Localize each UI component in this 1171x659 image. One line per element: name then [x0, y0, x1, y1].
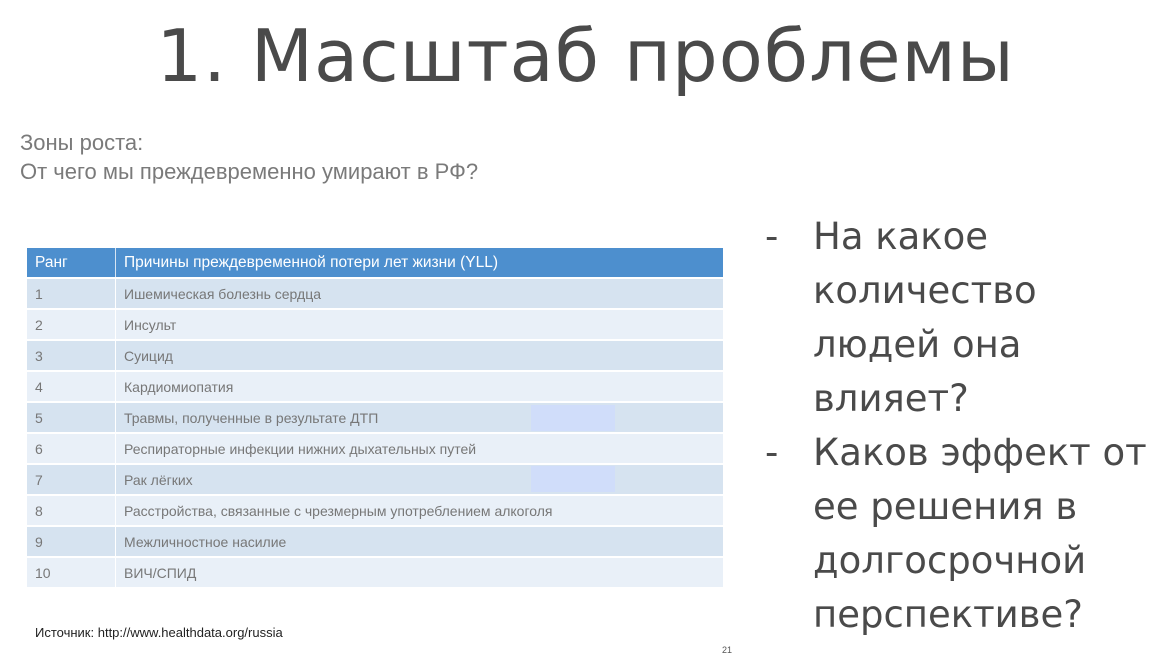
question-text: Каков эффект от ее решения в долгосрочной перспективе? [813, 431, 1147, 636]
header-cause: Причины преждевременной потери лет жизни (YLL) [116, 248, 724, 278]
question-list [765, 210, 1155, 642]
rank-cell: 5 [27, 402, 116, 433]
cause-cell: Ишемическая болезнь сердца [116, 278, 724, 309]
cause-cell: Межличностное насилие [116, 526, 724, 557]
rank-cell: 4 [27, 371, 116, 402]
rank-cell: 8 [27, 495, 116, 526]
source-note: Источник: http://www.healthdata.org/russia [35, 625, 283, 640]
causes-table [27, 248, 723, 587]
table-row [27, 278, 723, 309]
cause-cell: Суицид [116, 340, 724, 371]
question-text: На какое количество людей она влияет? [813, 215, 1037, 420]
cause-cell: Рак лёгких [116, 464, 724, 495]
table-row [27, 309, 723, 340]
cause-cell: Расстройства, связанные с чрезмерным употреблением алкоголя [116, 495, 724, 526]
table-row [27, 495, 723, 526]
rank-cell: 2 [27, 309, 116, 340]
rank-cell: 1 [27, 278, 116, 309]
rank-cell: 7 [27, 464, 116, 495]
question-item [765, 426, 1155, 642]
rank-cell: 6 [27, 433, 116, 464]
rank-cell: 9 [27, 526, 116, 557]
table-header-row [27, 248, 723, 278]
page-number: 21 [722, 645, 733, 655]
bullet-dash: - [765, 215, 779, 258]
cell-highlight [531, 466, 615, 492]
slide-title: 1. Масштаб проблемы [156, 14, 1015, 98]
cause-cell: Кардиомиопатия [116, 371, 724, 402]
table-row [27, 371, 723, 402]
table-row [27, 557, 723, 587]
table-row [27, 340, 723, 371]
slide-subtitle [20, 128, 478, 186]
bullet-dash: - [765, 431, 779, 474]
subtitle-line-2: От чего мы преждевременно умирают в РФ? [20, 159, 479, 184]
question-item [765, 210, 1155, 426]
header-rank: Ранг [27, 248, 116, 278]
subtitle-line-1: Зоны роста: [20, 130, 144, 155]
table-row [27, 433, 723, 464]
rank-cell: 3 [27, 340, 116, 371]
table-row [27, 526, 723, 557]
table-row [27, 464, 723, 495]
cause-cell: Травмы, полученные в результате ДТП [116, 402, 724, 433]
cause-cell: Респираторные инфекции нижних дыхательных путей [116, 433, 724, 464]
table-row [27, 402, 723, 433]
cause-cell: ВИЧ/СПИД [116, 557, 724, 587]
cause-cell: Инсульт [116, 309, 724, 340]
rank-cell: 10 [27, 557, 116, 587]
cell-highlight [531, 405, 615, 431]
